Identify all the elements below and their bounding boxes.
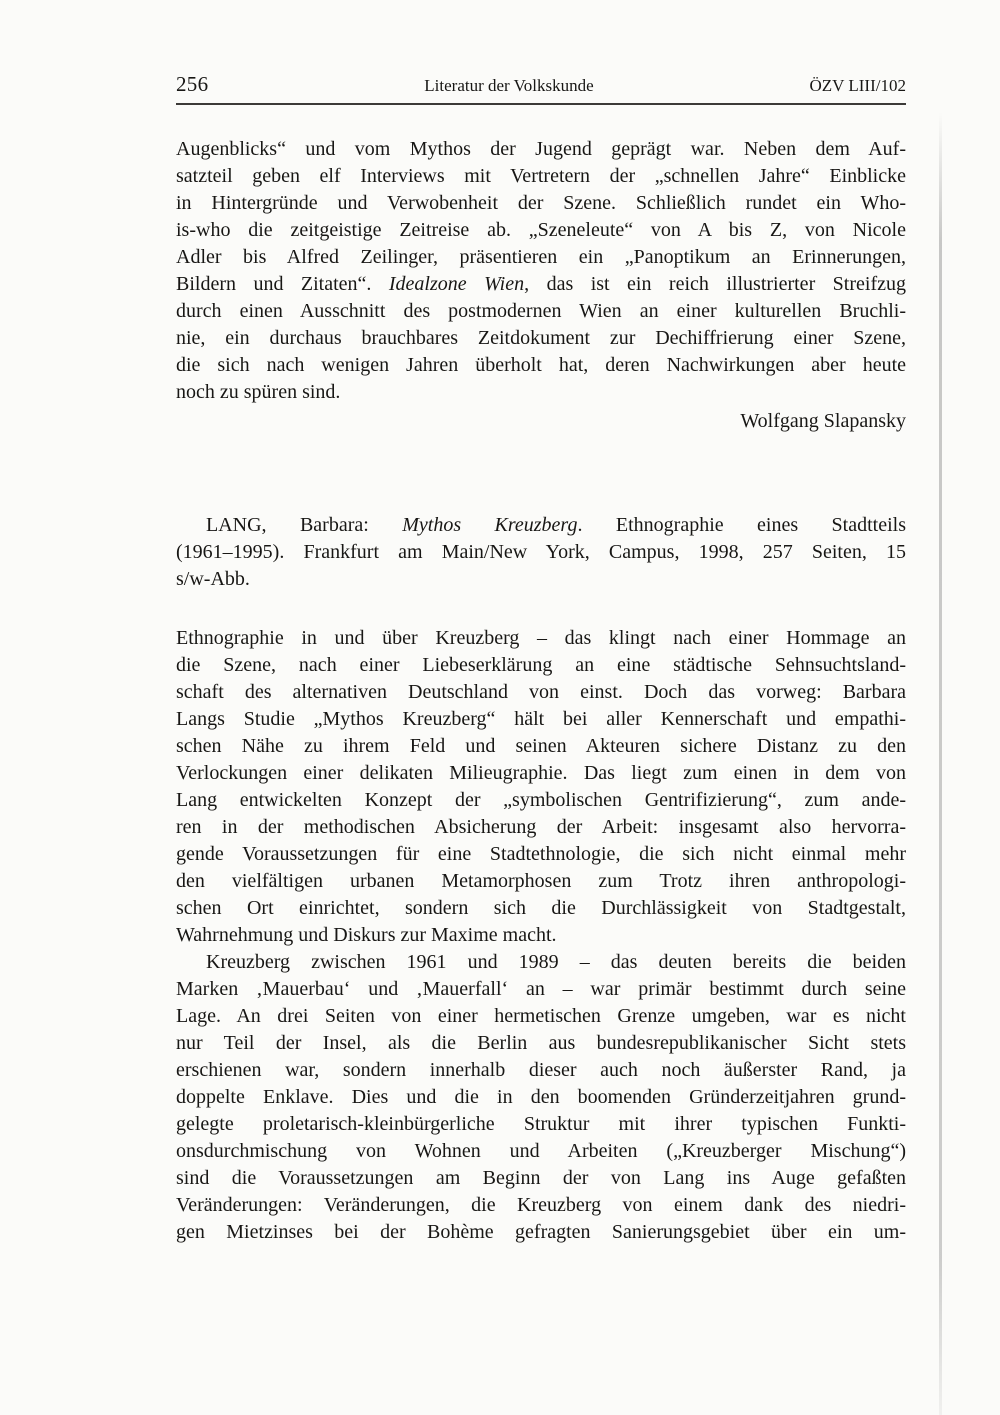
text-line: schaft des alternativen Deutschland von einst. Doch das vorweg: Barbara	[176, 681, 906, 703]
text-line: Kreuzberg zwischen 1961 und 1989 – das deuten bereits die beiden	[206, 951, 906, 973]
text-line: Verlockungen einer delikaten Milieugraphie. Das liegt zum einen in dem von	[176, 762, 906, 784]
text-line: gen Mietzinses bei der Bohème gefragten Sanierungsgebiet über ein um-	[176, 1221, 906, 1243]
text-line: onsdurchmischung von Wohnen und Arbeiten („Kreuzberger Mischung“)	[176, 1140, 906, 1162]
journal-section-title: Literatur der Volkskunde	[424, 76, 594, 95]
text-line: Augenblicks“ und vom Mythos der Jugend geprägt war. Neben dem Auf-	[176, 138, 906, 160]
text-line: die sich nach wenigen Jahren überholt hat, deren Nachwirkungen aber heute	[176, 354, 906, 376]
text-line: nur Teil der Insel, als die Berlin aus bundesrepublikanischer Sicht stets	[176, 1032, 906, 1054]
text-line: die Szene, nach einer Liebeserklärung an eine städtische Sehnsuchtsland-	[176, 654, 906, 676]
review-body-paragraph-1	[176, 625, 906, 949]
text-line: Marken ‚Mauerbau‘ und ‚Mauerfall‘ an – war primär bestimmt durch seine	[176, 978, 906, 1000]
text-line: s/w-Abb.	[176, 568, 250, 590]
text-line: LANG, Barbara: Mythos Kreuzberg. Ethnographie eines Stadtteils	[206, 514, 906, 536]
scan-shadow-edge	[939, 112, 942, 1415]
header-rule	[176, 103, 906, 105]
page-header	[176, 72, 906, 97]
text-line: Lage. An drei Seiten von einer hermetischen Grenze umgeben, war es nicht	[176, 1005, 906, 1027]
text-line: Veränderungen: Veränderungen, die Kreuzberg von einem dank des niedri-	[176, 1194, 906, 1216]
text-line: gende Voraussetzungen für eine Stadtethnologie, die sich nicht einmal mehr	[176, 843, 906, 865]
text-line: doppelte Enklave. Dies und die in den boomenden Gründerzeitjahren grund-	[176, 1086, 906, 1108]
text-line: Langs Studie „Mythos Kreuzberg“ hält bei aller Kennerschaft und empathi-	[176, 708, 906, 730]
text-line: schen Nähe zu ihrem Feld und seinen Akteuren sichere Distanz zu den	[176, 735, 906, 757]
text-line: is-who die zeitgeistige Zeitreise ab. „Szeneleute“ von A bis Z, von Nicole	[176, 219, 906, 241]
text-line: Wahrnehmung und Diskurs zur Maxime macht.	[176, 924, 557, 946]
review-body-paragraph-2	[176, 949, 906, 1246]
journal-issue-label: ÖZV LIII/102	[809, 76, 906, 95]
text-line: Ethnographie in und über Kreuzberg – das klingt nach einer Hommage an	[176, 627, 906, 649]
text-line: gelegte proletarisch-kleinbürgerliche Struktur mit ihrer typischen Funkti-	[176, 1113, 906, 1135]
text-line: Bildern und Zitaten“. Idealzone Wien, das ist ein reich illustrierter Streifzug	[176, 273, 906, 295]
text-line: sind die Voraussetzungen am Beginn der von Lang ins Auge gefaßten	[176, 1167, 906, 1189]
text-line: schen Ort einrichtet, sondern sich die Durchlässigkeit von Stadtgestalt,	[176, 897, 906, 919]
text-line: Adler bis Alfred Zeilinger, präsentieren ein „Panoptikum an Erinnerungen,	[176, 246, 906, 268]
text-line: (1961–1995). Frankfurt am Main/New York, Campus, 1998, 257 Seiten, 15	[176, 541, 906, 563]
text-line: durch einen Ausschnitt des postmodernen Wien an einer kulturellen Bruchli-	[176, 300, 906, 322]
review-closing-paragraph	[176, 136, 906, 406]
reviewer-signature: Wolfgang Slapansky	[740, 410, 906, 432]
text-line: in Hintergründe und Verwobenheit der Szene. Schließlich rundet ein Who-	[176, 192, 906, 214]
text-line: satzteil geben elf Interviews mit Vertretern der „schnellen Jahre“ Einblicke	[176, 165, 906, 187]
text-line: erschienen war, sondern innerhalb dieser auch noch äußerster Rand, ja	[176, 1059, 906, 1081]
text-line: noch zu spüren sind.	[176, 381, 341, 403]
text-line: den vielfältigen urbanen Metamorphosen zum Trotz ihren anthropologi-	[176, 870, 906, 892]
text-line: ren in der methodischen Absicherung der Arbeit: insgesamt also hervorra-	[176, 816, 906, 838]
text-line: Lang entwickelten Konzept der „symbolischen Gentrifizierung“, zum ande-	[176, 789, 906, 811]
page-text-column	[176, 72, 906, 1246]
book-citation	[176, 512, 906, 593]
text-line: nie, ein durchaus brauchbares Zeitdokument zur Dechiffrierung einer Szene,	[176, 327, 906, 349]
page-number: 256	[176, 72, 209, 96]
